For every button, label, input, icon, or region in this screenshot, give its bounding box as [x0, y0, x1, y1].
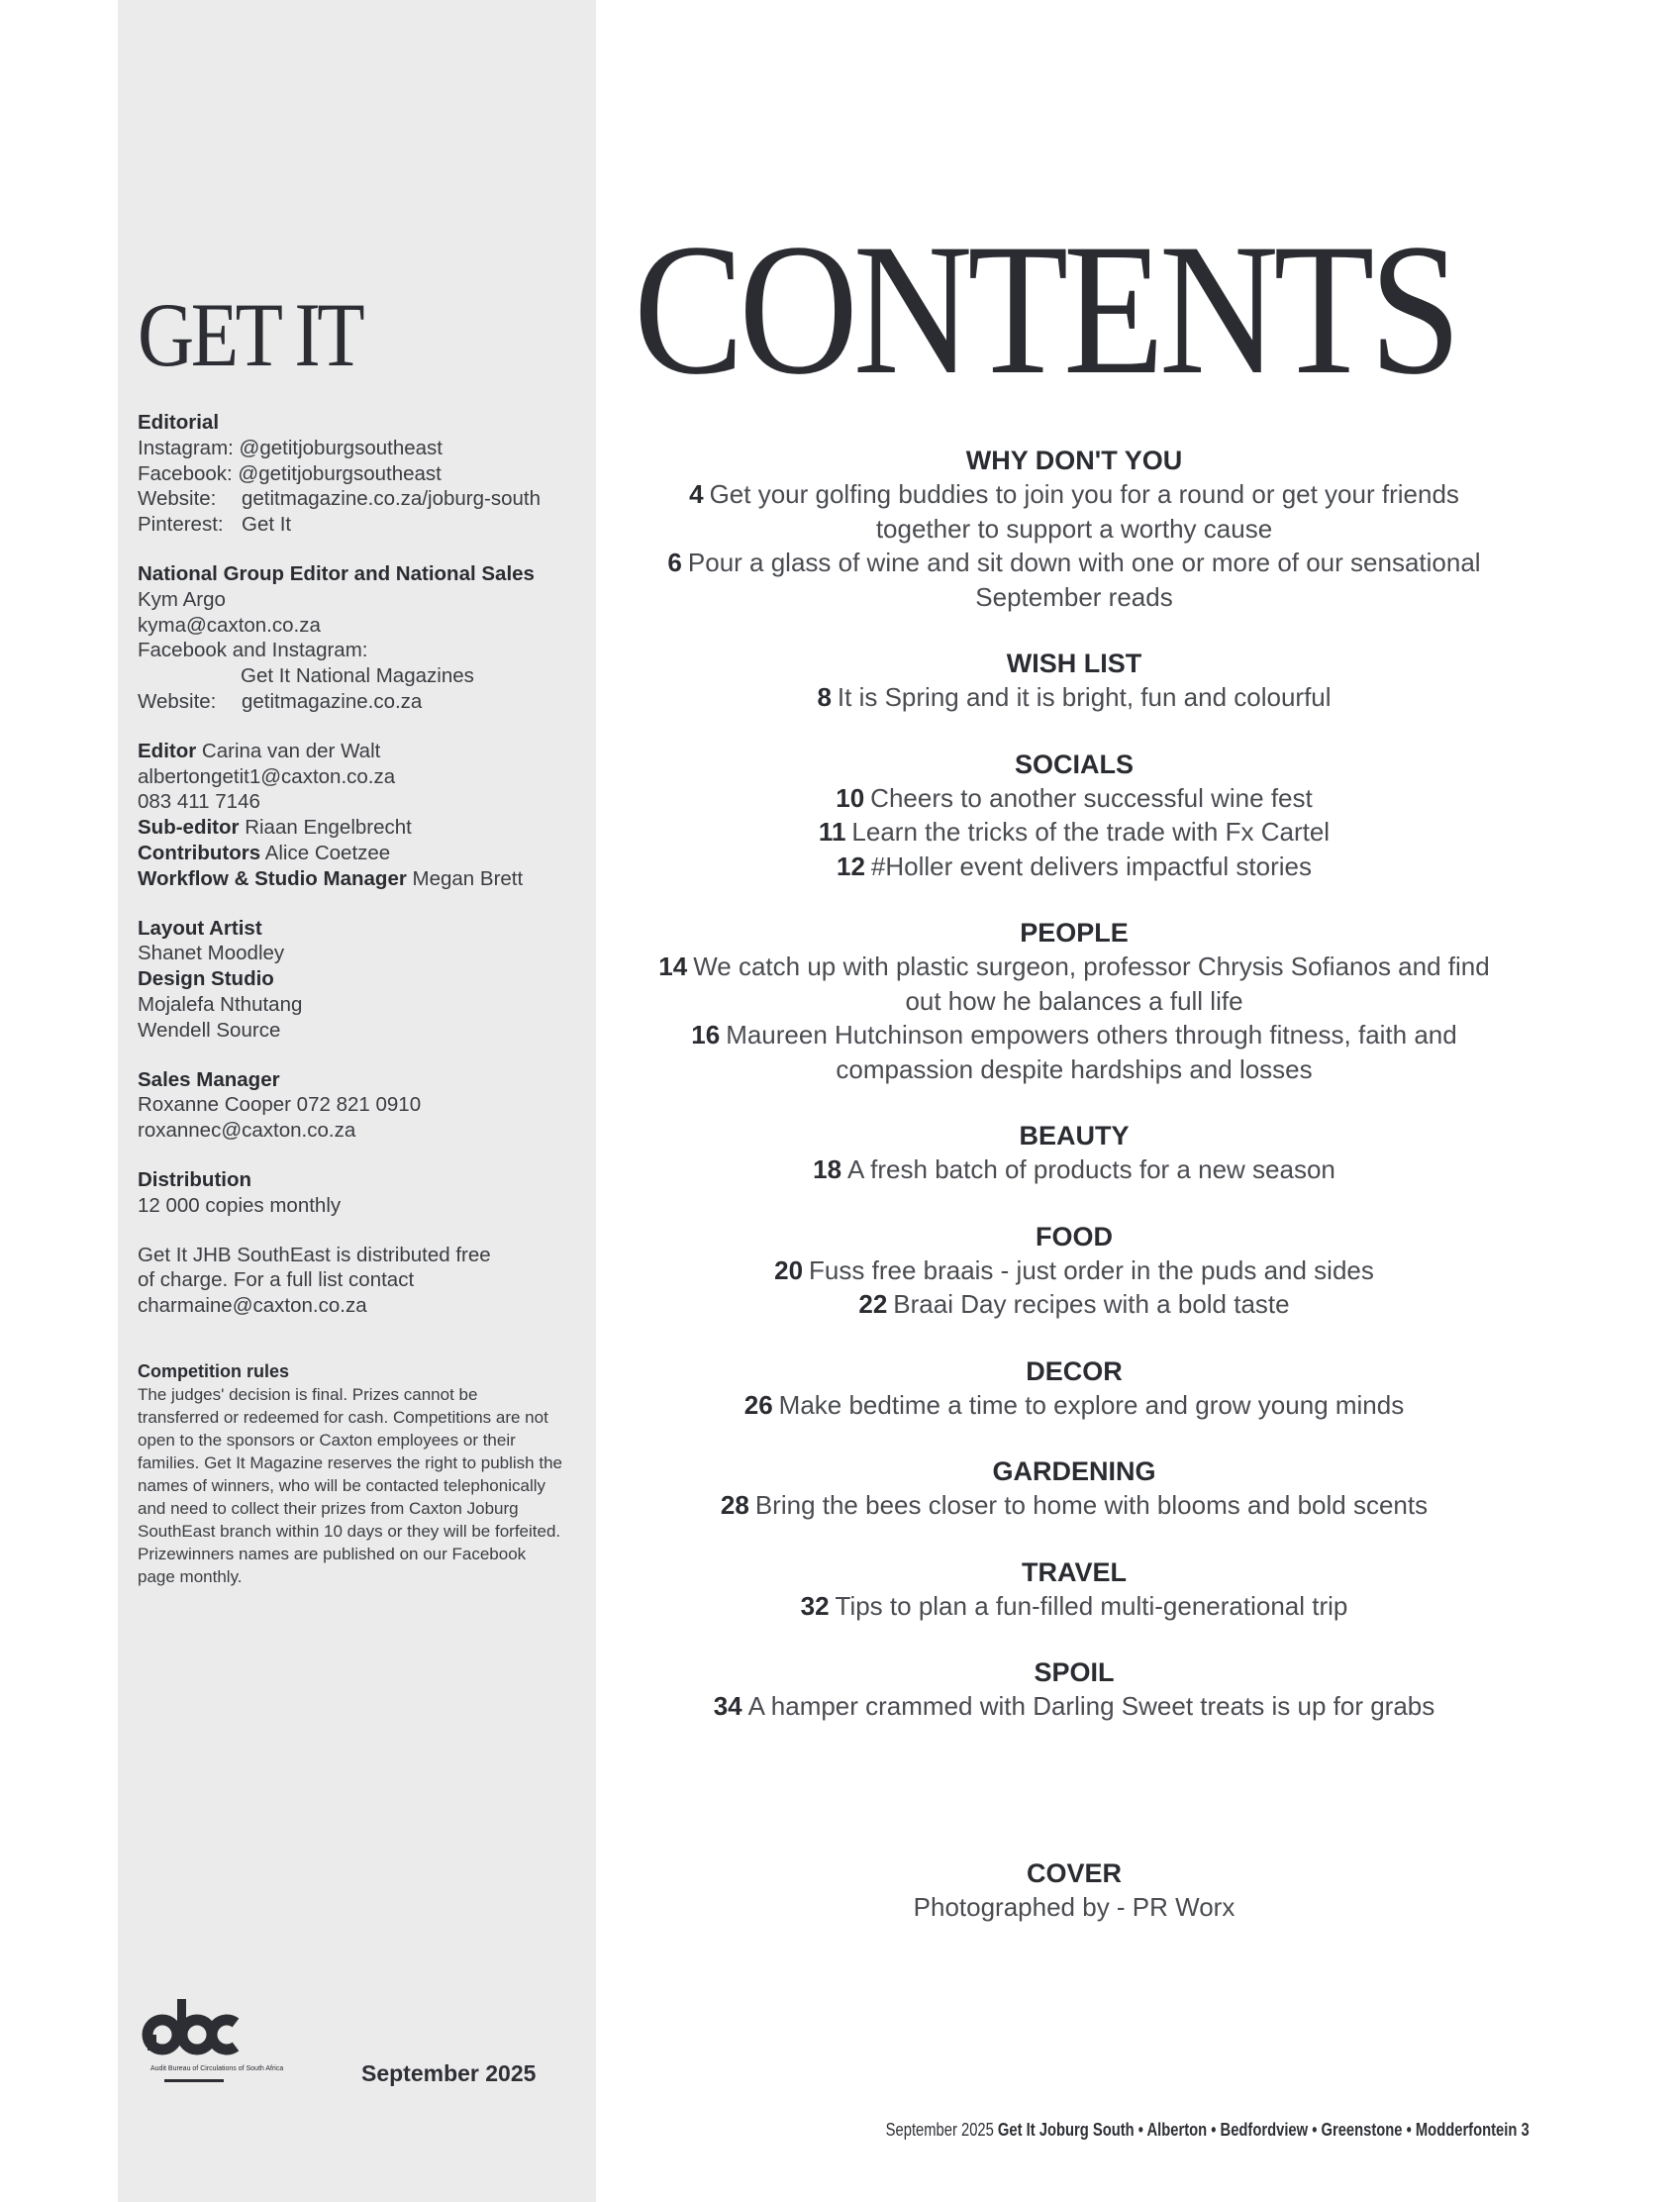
abc-logo-text: Audit Bureau of Circulations of South Africa	[150, 2065, 284, 2072]
toc-entry[interactable]	[634, 1689, 1515, 1724]
toc-section	[634, 444, 1515, 614]
entry-text: We catch up with plastic surgeon, professor Chrysis Sofianos and find out how he balances a full life	[693, 951, 1490, 1016]
national-website-label: Website:	[138, 689, 217, 713]
distribution-note	[138, 1243, 583, 1319]
entry-text: Pour a glass of wine and sit down with one or more of our sensational September reads	[687, 548, 1481, 612]
editor-block	[138, 739, 583, 892]
toc-entry[interactable]	[634, 1152, 1515, 1187]
facebook-line: Facebook: @getitjoburgsoutheast	[138, 461, 442, 485]
page-ref: 20	[774, 1254, 804, 1285]
editor-label: Editor	[138, 739, 197, 762]
page-number: 3	[1521, 2120, 1530, 2140]
national-block	[138, 561, 583, 715]
workflow-name: Megan Brett	[412, 866, 524, 890]
page-ref: 11	[818, 817, 846, 847]
toc-section	[634, 1119, 1515, 1187]
toc-section	[634, 1454, 1515, 1523]
design-heading: Design Studio	[138, 967, 274, 991]
abc-logo-icon	[135, 1985, 284, 2096]
page-ref: 28	[720, 1490, 749, 1520]
website-link[interactable]: getitmagazine.co.za/joburg-south	[242, 487, 541, 511]
entry-text: #Holler event delivers impactful stories	[870, 851, 1312, 881]
toc-entry[interactable]	[634, 546, 1515, 614]
toc-entry[interactable]	[634, 1253, 1515, 1288]
pinterest-line	[138, 512, 583, 538]
page-ref: 6	[667, 548, 682, 577]
design-name-2: Wendell Source	[138, 1018, 281, 1042]
contributors-label: Contributors	[138, 841, 261, 864]
entry-text: A fresh batch of products for a new season	[847, 1154, 1335, 1184]
toc-section	[634, 1555, 1515, 1624]
page-ref: 8	[817, 682, 832, 712]
national-social: Get It National Magazines	[241, 664, 474, 688]
toc-entry[interactable]	[634, 1388, 1515, 1423]
toc-entry[interactable]	[634, 477, 1515, 546]
distribution-block	[138, 1167, 583, 1219]
toc-entry[interactable]	[634, 1018, 1515, 1086]
contents-title: CONTENTS	[634, 206, 1456, 414]
entry-text: Get your golfing buddies to join you for a round or get your friends together to support a worthy cause	[709, 479, 1459, 544]
entry-text: A hamper crammed with Darling Sweet treats is up for grabs	[747, 1691, 1435, 1721]
entry-text: Braai Day recipes with a bold taste	[893, 1289, 1290, 1319]
section-heading: BEAUTY	[1019, 1121, 1130, 1151]
entry-text: Learn the tricks of the trade with Fx Cartel	[851, 817, 1331, 847]
toc-entry[interactable]	[634, 815, 1515, 850]
section-heading: GARDENING	[992, 1456, 1156, 1486]
toc-entry[interactable]	[634, 781, 1515, 816]
editorial-block	[138, 410, 583, 538]
toc-entry[interactable]	[634, 950, 1515, 1018]
national-website-link[interactable]: getitmagazine.co.za	[242, 689, 423, 713]
distribution-note-1: Get It JHB SouthEast is distributed free	[138, 1243, 491, 1266]
page-ref: 32	[800, 1590, 830, 1621]
subeditor-line	[138, 815, 583, 841]
layout-heading: Layout Artist	[138, 916, 262, 940]
editor-phone: 083 411 7146	[138, 790, 260, 814]
footer-publication: Get It Joburg South • Alberton • Bedfordview • Greenstone • Modderfontein	[998, 2120, 1518, 2140]
section-heading: FOOD	[1036, 1221, 1113, 1251]
toc-section	[634, 1354, 1515, 1423]
editor-line	[138, 739, 583, 764]
website-label: Website:	[138, 487, 217, 511]
cover-heading: COVER	[1026, 1858, 1123, 1888]
toc-section	[634, 916, 1515, 1086]
page-ref: 14	[658, 951, 688, 981]
distribution-copies: 12 000 copies monthly	[138, 1193, 342, 1217]
entry-text: Bring the bees closer to home with blooms and bold scents	[754, 1490, 1429, 1520]
entry-text: Fuss free braais - just order in the puds and sides	[809, 1254, 1374, 1285]
sales-block	[138, 1067, 583, 1144]
page-ref: 12	[837, 851, 865, 881]
toc-section	[634, 748, 1515, 884]
section-heading: DECOR	[1026, 1355, 1123, 1386]
entry-text: Cheers to another successful wine fest	[870, 782, 1313, 813]
sidebar-date: September 2025	[361, 2060, 537, 2086]
brand-logo: GET IT	[138, 284, 362, 385]
distribution-note-2: of charge. For a full list contact	[138, 1268, 415, 1292]
toc-entry[interactable]	[634, 680, 1515, 715]
entry-text: It is Spring and it is bright, fun and colourful	[837, 682, 1332, 712]
national-email[interactable]: kyma@caxton.co.za	[138, 613, 321, 637]
national-name: Kym Argo	[138, 587, 226, 611]
page-ref: 26	[743, 1389, 773, 1420]
national-heading: National Group Editor and National Sales	[138, 561, 535, 585]
cover-photographer: Photographed by - PR Worx	[913, 1892, 1235, 1922]
subeditor-label: Sub-editor	[138, 816, 240, 840]
sales-heading: Sales Manager	[138, 1067, 280, 1091]
website-line	[138, 486, 583, 512]
section-heading: WISH LIST	[1006, 649, 1142, 678]
layout-name: Shanet Moodley	[138, 942, 285, 965]
distribution-note-3[interactable]: charmaine@caxton.co.za	[138, 1294, 367, 1318]
distribution-heading: Distribution	[138, 1167, 252, 1191]
page-ref: 34	[713, 1691, 742, 1721]
pinterest-value: Get It	[242, 513, 292, 537]
competition-text: The judges' decision is final. Prizes cannot be transferred or redeemed for cash. Competitions are not open to the sponsors or Caxton employees or their families. Get It Magazine reserves the right to publish the names of winners, who will be contacted telephonically and need to collect their prizes from Caxton Joburg SouthEast branch within 10 days or they will be forfeited. Prizewinners names are published on our Facebook page monthly.	[138, 1385, 562, 1586]
entry-text: Make bedtime a time to explore and grow young minds	[778, 1389, 1405, 1420]
section-heading: TRAVEL	[1022, 1556, 1127, 1587]
toc-entry[interactable]	[634, 1589, 1515, 1624]
national-website-line	[138, 689, 583, 715]
sales-contact: Roxanne Cooper 072 821 0910	[138, 1093, 422, 1117]
toc-section	[634, 1655, 1515, 1724]
section-heading: SOCIALS	[1014, 749, 1134, 779]
toc-entry[interactable]	[634, 1287, 1515, 1322]
page-ref: 22	[858, 1289, 888, 1319]
toc-entry[interactable]	[634, 850, 1515, 884]
cover-credit	[634, 1856, 1515, 1924]
toc-entry[interactable]	[634, 1488, 1515, 1523]
competition-rules	[138, 1360, 563, 1588]
footer-date: September 2025	[885, 2120, 995, 2140]
page-ref: 10	[836, 782, 865, 813]
subeditor-name: Riaan Engelbrecht	[245, 816, 412, 840]
instagram-line: Instagram: @getitjoburgsoutheast	[138, 436, 443, 459]
editor-email[interactable]: albertongetit1@caxton.co.za	[138, 764, 396, 788]
masthead	[138, 410, 583, 1343]
section-heading: PEOPLE	[1020, 918, 1129, 948]
entry-text: Tips to plan a fun-filled multi-generational trip	[835, 1590, 1348, 1621]
page-ref: 18	[813, 1154, 842, 1184]
table-of-contents	[634, 444, 1515, 1756]
page-ref: 4	[689, 479, 704, 509]
page-ref: 16	[691, 1020, 721, 1050]
editor-name: Carina van der Walt	[201, 739, 381, 762]
toc-section	[634, 1220, 1515, 1322]
workflow-label: Workflow & Studio Manager	[138, 866, 407, 890]
design-name-1: Mojalefa Nthutang	[138, 992, 303, 1016]
section-heading: SPOIL	[1034, 1657, 1115, 1687]
entry-text: Maureen Hutchinson empowers others through fitness, faith and compassion despite hardships and losses	[726, 1020, 1457, 1084]
page-footer	[886, 2120, 1530, 2141]
competition-heading: Competition rules	[138, 1361, 290, 1381]
toc-section	[634, 647, 1515, 715]
layout-block	[138, 916, 583, 1044]
contributors-line	[138, 841, 583, 866]
pinterest-label: Pinterest:	[138, 513, 224, 537]
editorial-heading: Editorial	[138, 411, 220, 434]
section-heading: WHY DON'T YOU	[965, 446, 1183, 475]
contributors-name: Alice Coetzee	[264, 841, 391, 864]
national-social-label: Facebook and Instagram:	[138, 639, 368, 662]
sales-email[interactable]: roxannec@caxton.co.za	[138, 1119, 356, 1143]
workflow-line	[138, 866, 583, 892]
